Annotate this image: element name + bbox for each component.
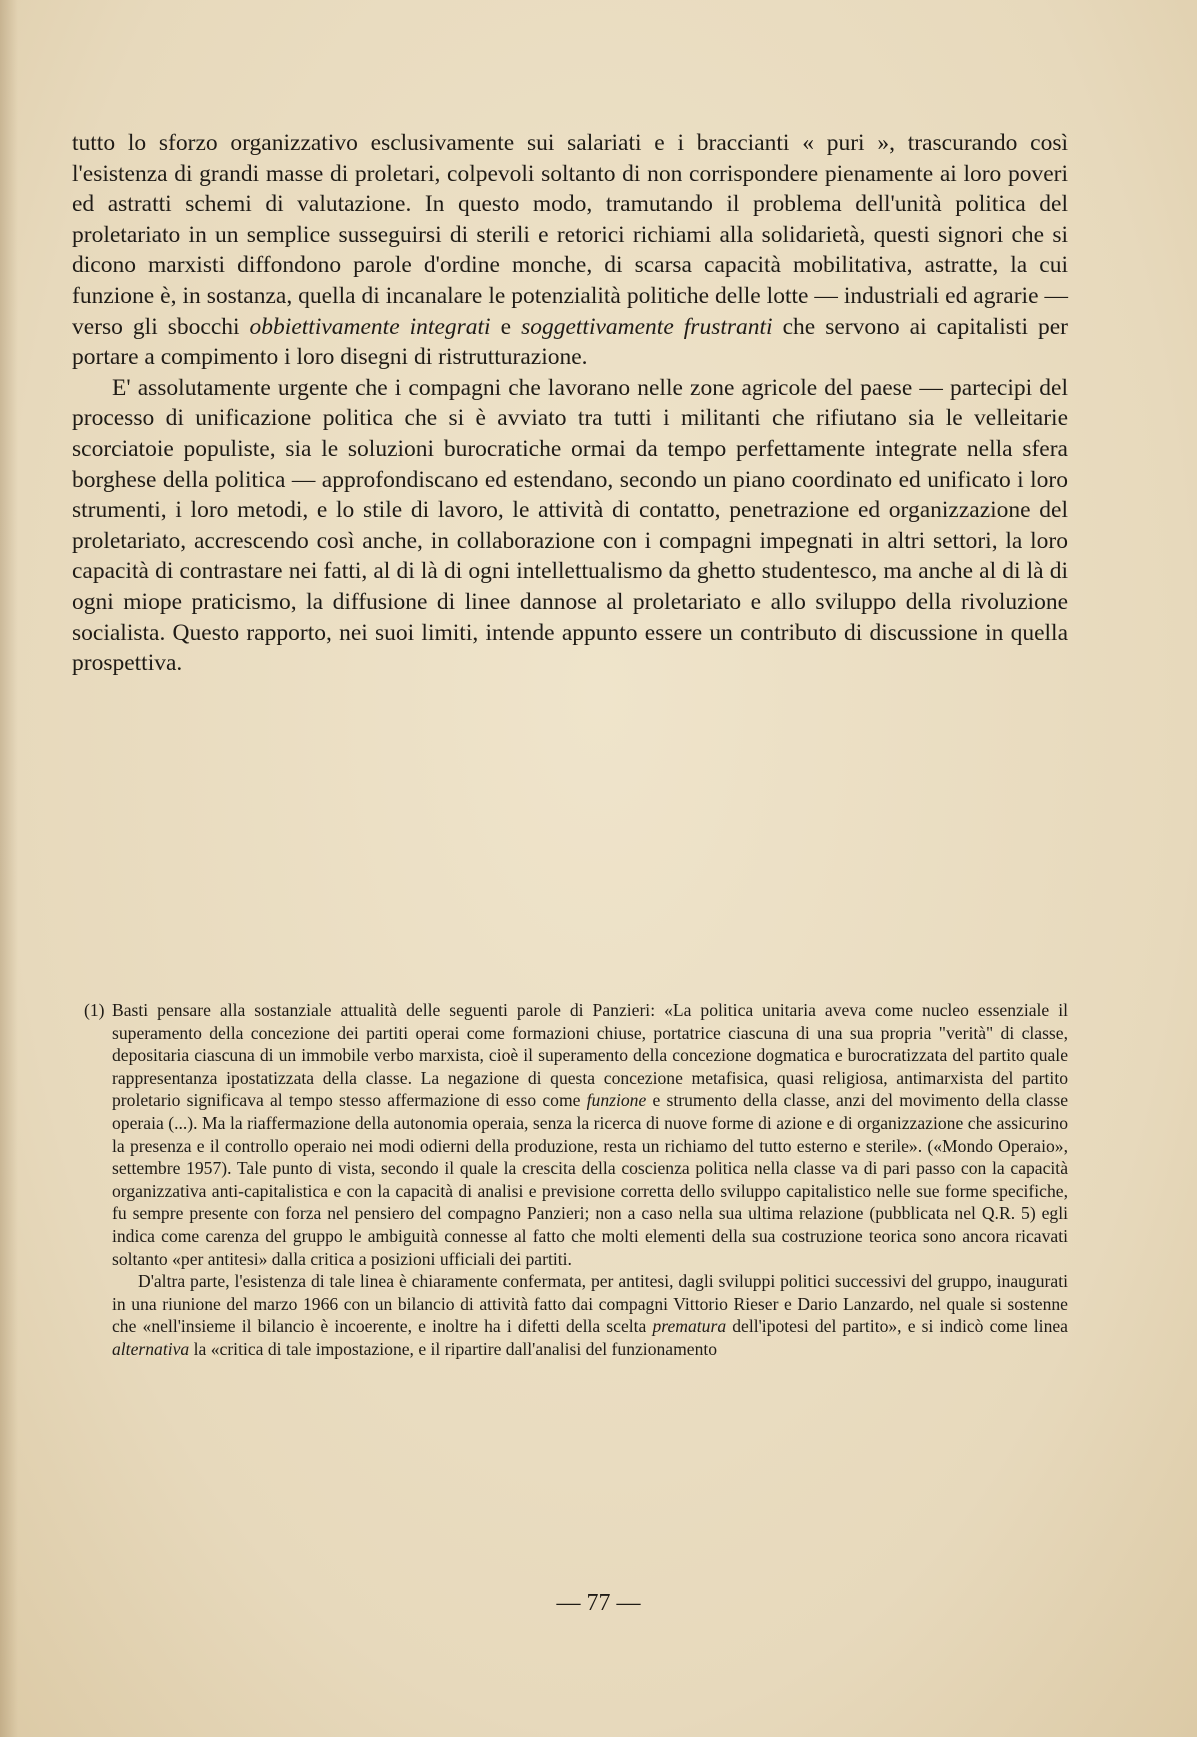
text-run: dell'ipotesi del partito», e si indicò come linea bbox=[726, 1316, 1068, 1337]
footnote-paragraph bbox=[72, 1270, 1068, 1360]
italic-text: prematura bbox=[652, 1316, 727, 1337]
main-text bbox=[72, 128, 1068, 679]
footnote-paragraph bbox=[72, 999, 1068, 1270]
text-run: che servono ai capitalisti per portare a compimento i loro disegni di ristrutturazione. bbox=[72, 313, 1069, 371]
footnote-text bbox=[112, 1000, 1068, 1269]
footnote-marker: (1) bbox=[84, 1000, 105, 1020]
text-run: Basti pensare alla sostanziale attualità delle seguenti parole di Panzieri: «La politica unitaria aveva come nucleo essenziale il superamento della concezione dei partiti operai come formazioni chiuse, portatrice ciascuna di una sua propria "verità" di classe, depositaria ciascuna di un immobile verbo marxista, cioè il superamento della concezione dogmatica e burocratizzata del partito quale rappresentanza ipostatizzata della classe. La negazione di questa concezione metafisica, quasi religiosa, antimarxista del partito proletario significava al tempo stesso affermazione di esso come bbox=[112, 1000, 1068, 1111]
text-run: la «critica di tale impostazione, e il ripartire dall'analisi del funzionamento bbox=[189, 1338, 718, 1359]
italic-text: funzione bbox=[586, 1090, 647, 1111]
italic-text: soggettivamente frustranti bbox=[521, 313, 773, 340]
text-run: tutto lo sforzo organizzativo esclusivamente sui salariati e i braccianti « puri », trascurando così l'esistenza di grandi masse di proletari, colpevoli soltanto di non corrispondere pienamente ai loro poveri ed astratti schemi di valutazione. In questo modo, tramutando il problema dell'unità politica del proletariato in un semplice susseguirsi di sterili e retorici richiami alla solidarietà, questi signori che si dicono marxisti diffondono parole d'ordine monche, di scarsa capacità mobilitativa, astratte, la cui funzione è, in sostanza, quella di incanalare le potenzialità politiche delle lotte — industriali ed agrarie — verso gli sbocchi bbox=[72, 130, 1068, 340]
italic-text: obbiettivamente integrati bbox=[249, 313, 491, 340]
italic-text: alternativa bbox=[112, 1338, 190, 1359]
main-paragraph: E' assolutamente urgente che i compagni che lavorano nelle zone agricole del paese — partecipi del processo di unificazione politica che si è avviato tra tutti i militanti che rifiutano sia le velleitarie scorciatoie populiste, sia le soluzioni burocratiche ormai da tempo perfettamente integrate nella sfera borghese della politica — approfondiscano ed estendano, secondo un piano coordinato ed unificato i loro strumenti, i loro metodi, e lo stile di lavoro, le attività di contatto, penetrazione ed organizzazione del proletariato, accrescendo così anche, in collaborazione con i compagni impegnati in altri settori, la loro capacità di contrastare nei fatti, al di là di ogni intellettualismo da ghetto studentesco, ma anche al di là di ogni miope praticismo, la diffusione di linee dannose al proletariato e allo sviluppo della rivoluzione socialista. Questo rapporto, nei suoi limiti, intende appunto essere un contributo di discussione in quella prospettiva. bbox=[72, 374, 1068, 677]
text-run: D'altra parte, l'esistenza di tale linea è chiaramente confermata, per antitesi, dagli sviluppi politici successivi del gruppo, inaugurati in una riunione del marzo 1966 con un bilancio di attività fatto dai compagni Vittorio Rieser e Dario Lanzardo, nel quale si sostenne che «nell'insieme il bilancio è incoerente, e inoltre ha i difetti della scelta bbox=[112, 1271, 1068, 1337]
page-number: — 77 — bbox=[556, 1590, 641, 1616]
text-run: e strumento della classe, anzi del movimento della classe operaia (...). Ma la riaffermazione della autonomia operaia, senza la ricerca di nuove forme di azione e di organizzazione che assicurino la presenza e il controllo operaio nei modi odierni della produzione, resta un richiamo del tutto esterno e sterile». («Mondo Operaio», settembre 1957). Tale punto di vista, secondo il quale la crescita della coscienza politica nella classe va di pari passo con la capacità organizzativa anti-capitalistica e con la capacità di analisi e previsione corretta dello sviluppo capitalistico nelle sue forme specifiche, fu sempre presente con forza nel pensiero del compagno Panzieri; non a caso nella sua ultima relazione (pubblicata nel Q.R. 5) egli indica come carenza del gruppo le ambiguità connesse al fatto che molti elementi della sua costruzione teorica sono ancora ricavati soltanto «per antitesi» dalla critica a posizioni ufficiali dei partiti. bbox=[112, 1090, 1068, 1269]
text-run: e bbox=[490, 313, 522, 340]
footnotes bbox=[72, 999, 1068, 1361]
main-paragraph bbox=[72, 128, 1068, 373]
